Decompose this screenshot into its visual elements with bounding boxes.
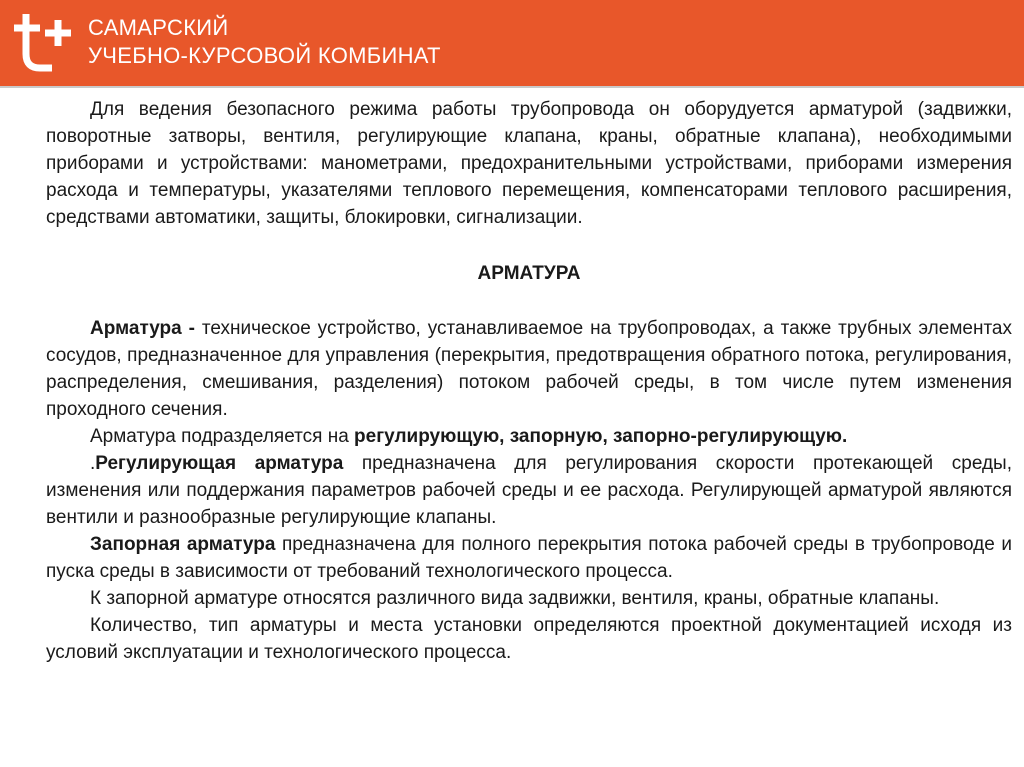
section-title: АРМАТУРА [477,263,581,284]
organization-name [88,14,441,70]
classification-paragraph [46,423,1012,450]
shutoff-examples-paragraph: К запорной арматуре относятся различного вида задвижки, вентиля, краны, обратные клапаны. [90,588,940,609]
t-plus-logo-icon [12,10,78,76]
intro-paragraph: Для ведения безопасного режима работы трубопровода он оборудуется арматурой (задвижки, поворотные затворы, вентиля, регулирующие клапана, краны, обратные клапана), необходимыми приборами и устройствами: манометрами, предохранительными устройствами, приборами измерения расхода и температуры, указателями теплового перемещения, компенсаторами теплового расширения, средствами автоматики, защиты, блокировки, сигнализации. [46,99,1012,228]
regulating-text: предназначена для регулирования скорости протекающей среды, изменения или поддержания параметров рабочей среды и ее расхода. Регулирующей арматурой являются вентили и разнообразные регулирующие клапаны. [46,453,1012,528]
definition-text: техническое устройство, устанавливаемое на трубопроводах, а также трубных элементах сосудов, предназначенное для управления (перекрытия, предотвращения обратного потока, регулирования, распределения, смешивания, разделения) потоком рабочей среды, в том числе путем изменения проходного сечения. [46,318,1013,420]
quantity-note-paragraph: Количество, тип арматуры и места установки определяются проектной документацией исходя из условий эксплуатации и технологического процесса. [46,615,1012,663]
shutoff-paragraph [46,531,1012,585]
header-banner [0,0,1024,86]
classification-lead: Арматура подразделяется на [90,426,355,447]
shutoff-text: предназначена для полного перекрытия потока рабочей среды в трубопроводе и пуска среды в зависимости от требований технологического процесса. [46,534,1012,582]
definition-paragraph [46,315,1012,423]
shutoff-term: Запорная арматура [90,534,276,555]
regulating-prefix: . [90,453,96,474]
header-divider [0,86,1024,88]
organization-name-line2: УЧЕБНО-КУРСОВОЙ КОМБИНАТ [88,43,441,68]
document-body [46,96,1012,666]
classification-types: регулирующую, запорную, запорно-регулирующую. [354,426,848,447]
regulating-paragraph [46,450,1012,531]
organization-name-line1: САМАРСКИЙ [88,15,229,40]
definition-term: Арматура - [90,318,195,339]
regulating-term: Регулирующая арматура [95,453,344,474]
